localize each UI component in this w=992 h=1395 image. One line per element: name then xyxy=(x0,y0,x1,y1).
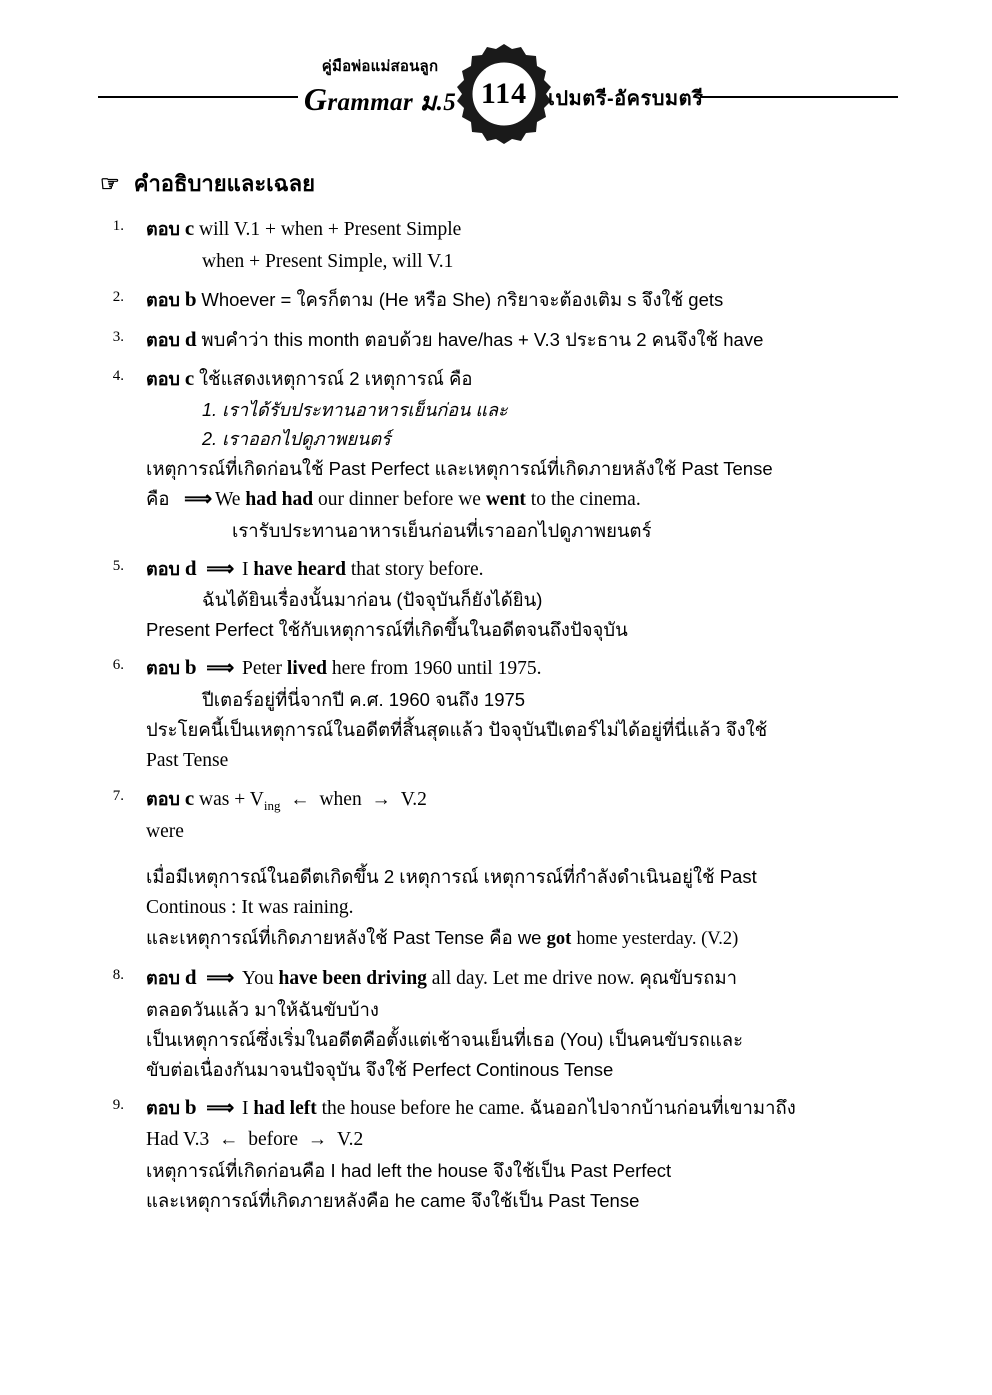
list-item: 5. ตอบ d ⟹ I have heard that story before. ฉันได้ยินเรื่องนั้นมาก่อน (ปัจจุบันก็ยังได้ยิน) Present Perfect ใช้กับเหตุการณ์ที่เกิดขึ้นในอดีตจนถึงปัจจุบัน xyxy=(100,551,906,646)
item-number: 6. xyxy=(112,657,124,674)
answer-label: ตอบ xyxy=(146,1097,180,1118)
answer-label: ตอบ xyxy=(146,789,180,810)
answer-label: ตอบ xyxy=(146,658,180,679)
item-line: ประโยคนี้เป็นเหตุการณ์ในอดีตที่สิ้นสุดแล้ว ปัจจุบันปีเตอร์ไม่ได้อยู่ที่นี่แล้ว จึงใช้ xyxy=(146,718,768,740)
item-line: when + Present Simple, will V.1 xyxy=(202,250,454,272)
page-content xyxy=(0,150,992,1221)
answer-label: ตอบ xyxy=(146,219,180,239)
list-item xyxy=(100,781,906,955)
page-header xyxy=(0,0,992,150)
item-line: were xyxy=(146,821,184,843)
item-line: ขับต่อเนื่องกันมาจนปัจจุบัน จึงใช้ Perfect Continous Tense xyxy=(146,1058,614,1080)
answer-label: ตอบ xyxy=(146,290,180,311)
answer-letter: c xyxy=(184,786,195,811)
item-line: Continous : It was raining. xyxy=(146,896,354,918)
answer-letter: d xyxy=(184,555,197,580)
header-publisher: เปมตรี-อัครบมตรี xyxy=(548,88,704,110)
item-line: เมื่อมีเหตุการณ์ในอดีตเกิดขึ้น 2 เหตุการณ์ เหตุการณ์ที่กำลังดำเนินอยู่ใช้ Past xyxy=(146,865,757,887)
item-line: ใช้แสดงเหตุการณ์ 2 เหตุการณ์ คือ xyxy=(199,368,473,390)
item-line: ฉันได้ยินเรื่องนั้นมาก่อน (ปัจจุบันก็ยังได้ยิน) xyxy=(202,589,543,611)
item-line: พบคำว่า this month ตอบด้วย have/has + V.3 ประธาน 2 คนจึงใช้ have xyxy=(201,328,764,350)
answer-letter: c xyxy=(184,366,195,391)
answer-label: ตอบ xyxy=(146,329,180,350)
list-item xyxy=(100,361,906,545)
item-line: และเหตุการณ์ที่เกิดภายหลังคือ he came จึงใช้เป็น Past Tense xyxy=(146,1189,640,1211)
item-line: และเหตุการณ์ที่เกิดภายหลังใช้ Past Tense คือ we got home yesterday. (V.2) xyxy=(146,927,739,950)
item-line: 1. เราได้รับประทานอาหารเย็นก่อน และ xyxy=(202,399,508,420)
item-line: 2. เราออกไปดูภาพยนตร์ xyxy=(202,429,391,450)
answer-letter: d xyxy=(184,326,197,351)
item-line: Past Tense xyxy=(146,749,229,771)
item-line: เหตุการณ์ที่เกิดก่อนคือ I had left the house จึงใช้เป็น Past Perfect xyxy=(146,1160,672,1181)
header-rule-left xyxy=(98,96,298,98)
item-line: เป็นเหตุการณ์ซึ่งเริ่มในอดีตคือตั้งแต่เช้าจนเย็นที่เธอ (You) เป็นคนขับรถและ xyxy=(146,1028,744,1050)
item-number: 7. xyxy=(112,788,124,805)
answer-letter: d xyxy=(184,965,197,990)
item-number: 2. xyxy=(112,289,124,306)
header-grammar-rest: rammar ม.5 xyxy=(327,88,457,116)
list-item: 9. ตอบ b ⟹ I had left the house before he came. ฉันออกไปจากบ้านก่อนที่เขามาถึง Had V.3 ← before → V.2 เหตุการณ์ที่เกิดก่อนคือ I had left the house จึงใช้เป็น Past Perfect และเหตุการณ์ที่เกิดภายหลังคือ he came จึงใช้เป็น Past Tense xyxy=(100,1090,906,1216)
header-thai-subtitle: คู่มือพ่อแม่สอนลูก xyxy=(321,58,439,75)
page-number: 114 xyxy=(480,77,528,110)
list-item xyxy=(100,282,906,317)
answer-label: ตอบ xyxy=(146,369,180,390)
list-item xyxy=(100,211,906,277)
item-number: 4. xyxy=(112,368,124,385)
item-number: 9. xyxy=(112,1096,124,1113)
item-line: Present Perfect ใช้กับเหตุการณ์ที่เกิดขึ้นในอดีตจนถึงปัจจุบัน xyxy=(146,619,628,641)
item-line: Whoever = ใครก็ตาม (He หรือ She) กริยาจะต้องเติม s จึงใช้ gets xyxy=(201,289,724,311)
answer-letter: b xyxy=(184,287,197,312)
explanation-list xyxy=(0,211,992,1216)
answer-label: ตอบ xyxy=(146,558,180,579)
list-item: 6. ตอบ b ⟹ Peter lived here from 1960 until 1975. ปีเตอร์อยู่ที่นี่จากปี ค.ศ. 1960 จนถึง 1975 ประโยคนี้เป็นเหตุการณ์ในอดีตที่สิ้นสุดแล้ว ปัจจุบันปีเตอร์ไม่ได้อยู่ที่นี่แล้ว จึงใช้ Past Tense xyxy=(100,650,906,776)
item-line: ตลอดวันแล้ว มาให้ฉันขับบ้าง xyxy=(146,998,379,1020)
header-grammar-initial: G xyxy=(303,80,328,117)
item-line: คือ ⟹ We had had our dinner before we went to the cinema. xyxy=(146,488,641,511)
item-number: 3. xyxy=(112,328,124,345)
item-line: will V.1 + when + Present Simple xyxy=(199,219,462,240)
header-rule-right xyxy=(700,96,898,98)
answer-letter: c xyxy=(184,216,195,240)
page-number-badge xyxy=(452,42,556,146)
item-line: ปีเตอร์อยู่ที่นี่จากปี ค.ศ. 1960 จนถึง 1975 xyxy=(202,688,526,710)
list-item: 8. ตอบ d ⟹ You have been driving all day. Let me drive now. คุณขับรถมา ตลอดวันแล้ว มาให้ฉันขับบ้าง เป็นเหตุการณ์ซึ่งเริ่มในอดีตคือตั้งแต่เช้าจนเย็นที่เธอ (You) เป็นคนขับรถและ ขับต่อเนื่องกันมาจนปัจจุบัน จึงใช้ Perfect Continous Tense xyxy=(100,960,906,1084)
item-number: 5. xyxy=(112,557,124,574)
section-heading-label: คำอธิบายและเฉลย xyxy=(133,171,316,196)
item-number: 1. xyxy=(112,218,124,234)
answer-letter: b xyxy=(184,655,197,680)
answer-letter: b xyxy=(184,1094,197,1119)
list-item xyxy=(100,322,906,357)
formula-line: Had V.3 ← before → V.2 xyxy=(146,1129,364,1151)
item-number: 8. xyxy=(112,967,124,984)
pointing-hand-icon: ☞ xyxy=(100,170,120,196)
formula-line: was + $V_{ing}$ ← when → V.2 xyxy=(199,789,427,814)
header-grammar-title xyxy=(300,79,460,119)
item-line: เหตุการณ์ที่เกิดก่อนใช้ Past Perfect และเหตุการณ์ที่เกิดภายหลังใช้ Past Tense xyxy=(146,458,773,480)
item-line: เรารับประทานอาหารเย็นก่อนที่เราออกไปดูภาพยนตร์ xyxy=(232,519,652,541)
section-heading xyxy=(100,166,992,201)
header-book-title xyxy=(300,58,460,119)
answer-label: ตอบ xyxy=(146,968,180,989)
